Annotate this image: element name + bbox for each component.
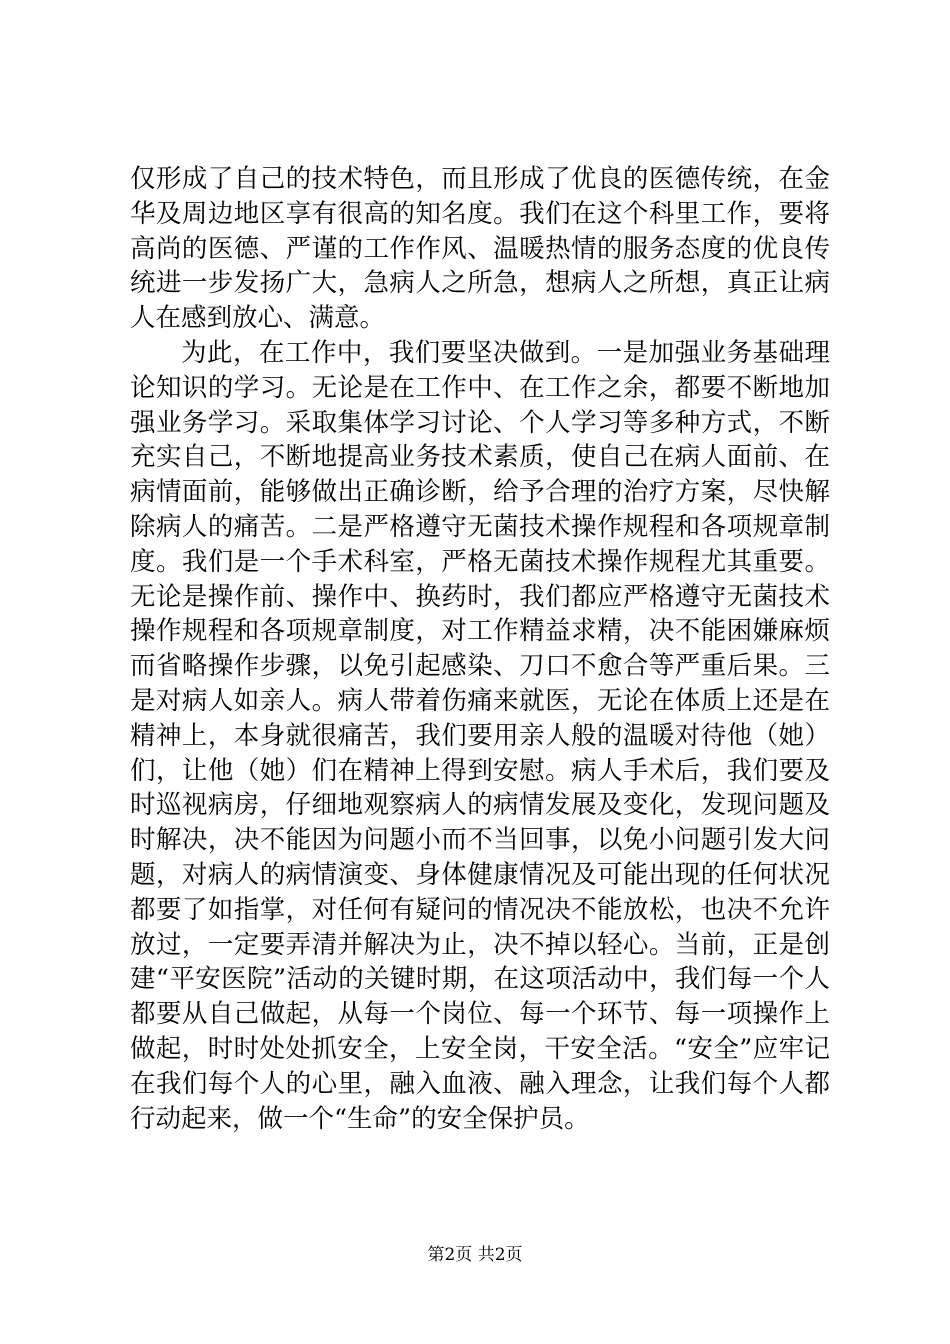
page-footer: 第2页 共2页 [427,1245,523,1265]
paragraph-main: 为此，在工作中，我们要坚决做到。一是加强业务基础理论知识的学习。无论是在工作中、在工作之余，都要不断地加强业务学习。采取集体学习讨论、个人学习等多种方式，不断充实自己，不断地提高业务技术素质，使自己在病人面前、在病情面前，能够做出正确诊断，给予合理的治疗方案，尽快解除病人的痛苦。二是严格遵守无菌技术操作规程和各项规章制度。我们是一个手术科室，严格无菌技术操作规程尤其重要。无论是操作前、操作中、换药时，我们都应严格遵守无菌技术操作规程和各项规章制度，对工作精益求精，决不能困嫌麻烦而省略操作步骤，以免引起感染、刀口不愈合等严重后果。三是对病人如亲人。病人带着伤痛来就医，无论在体质上还是在精神上，本身就很痛苦，我们要用亲人般的温暖对待他（她）们，让他（她）们在精神上得到安慰。病人手术后，我们要及时巡视病房，仔细地观察病人的病情发展及变化，发现问题及时解决，决不能因为问题小而不当回事，以免小问题引发大问题，对病人的病情演变、身体健康情况及可能出现的任何状况都要了如指掌，对任何有疑问的情况决不能放松，也决不允许放过，一定要弄清并解决为止，决不掉以轻心。当前，正是创建“平安医院”活动的关键时期，在这项活动中，我们每一个人都要从自己做起，从每一个岗位、每一个环节、每一项操作上做起，时时处处抓安全，上安全岗，干安全活。“安全”应牢记在我们每个人的心里，融入血液、融入理念，让我们每个人都行动起来，做一个“生命”的安全保护员。 [130,337,830,1134]
document-body [130,162,830,1136]
paragraph-continuation: 仅形成了自己的技术特色，而且形成了优良的医德传统，在金华及周边地区享有很高的知名度。我们在这个科里工作，要将高尚的医德、严谨的工作作风、温暖热情的服务态度的优良传统进一步发扬广大，急病人之所急，想病人之所想，真正让病人在感到放心、满意。 [130,164,830,334]
